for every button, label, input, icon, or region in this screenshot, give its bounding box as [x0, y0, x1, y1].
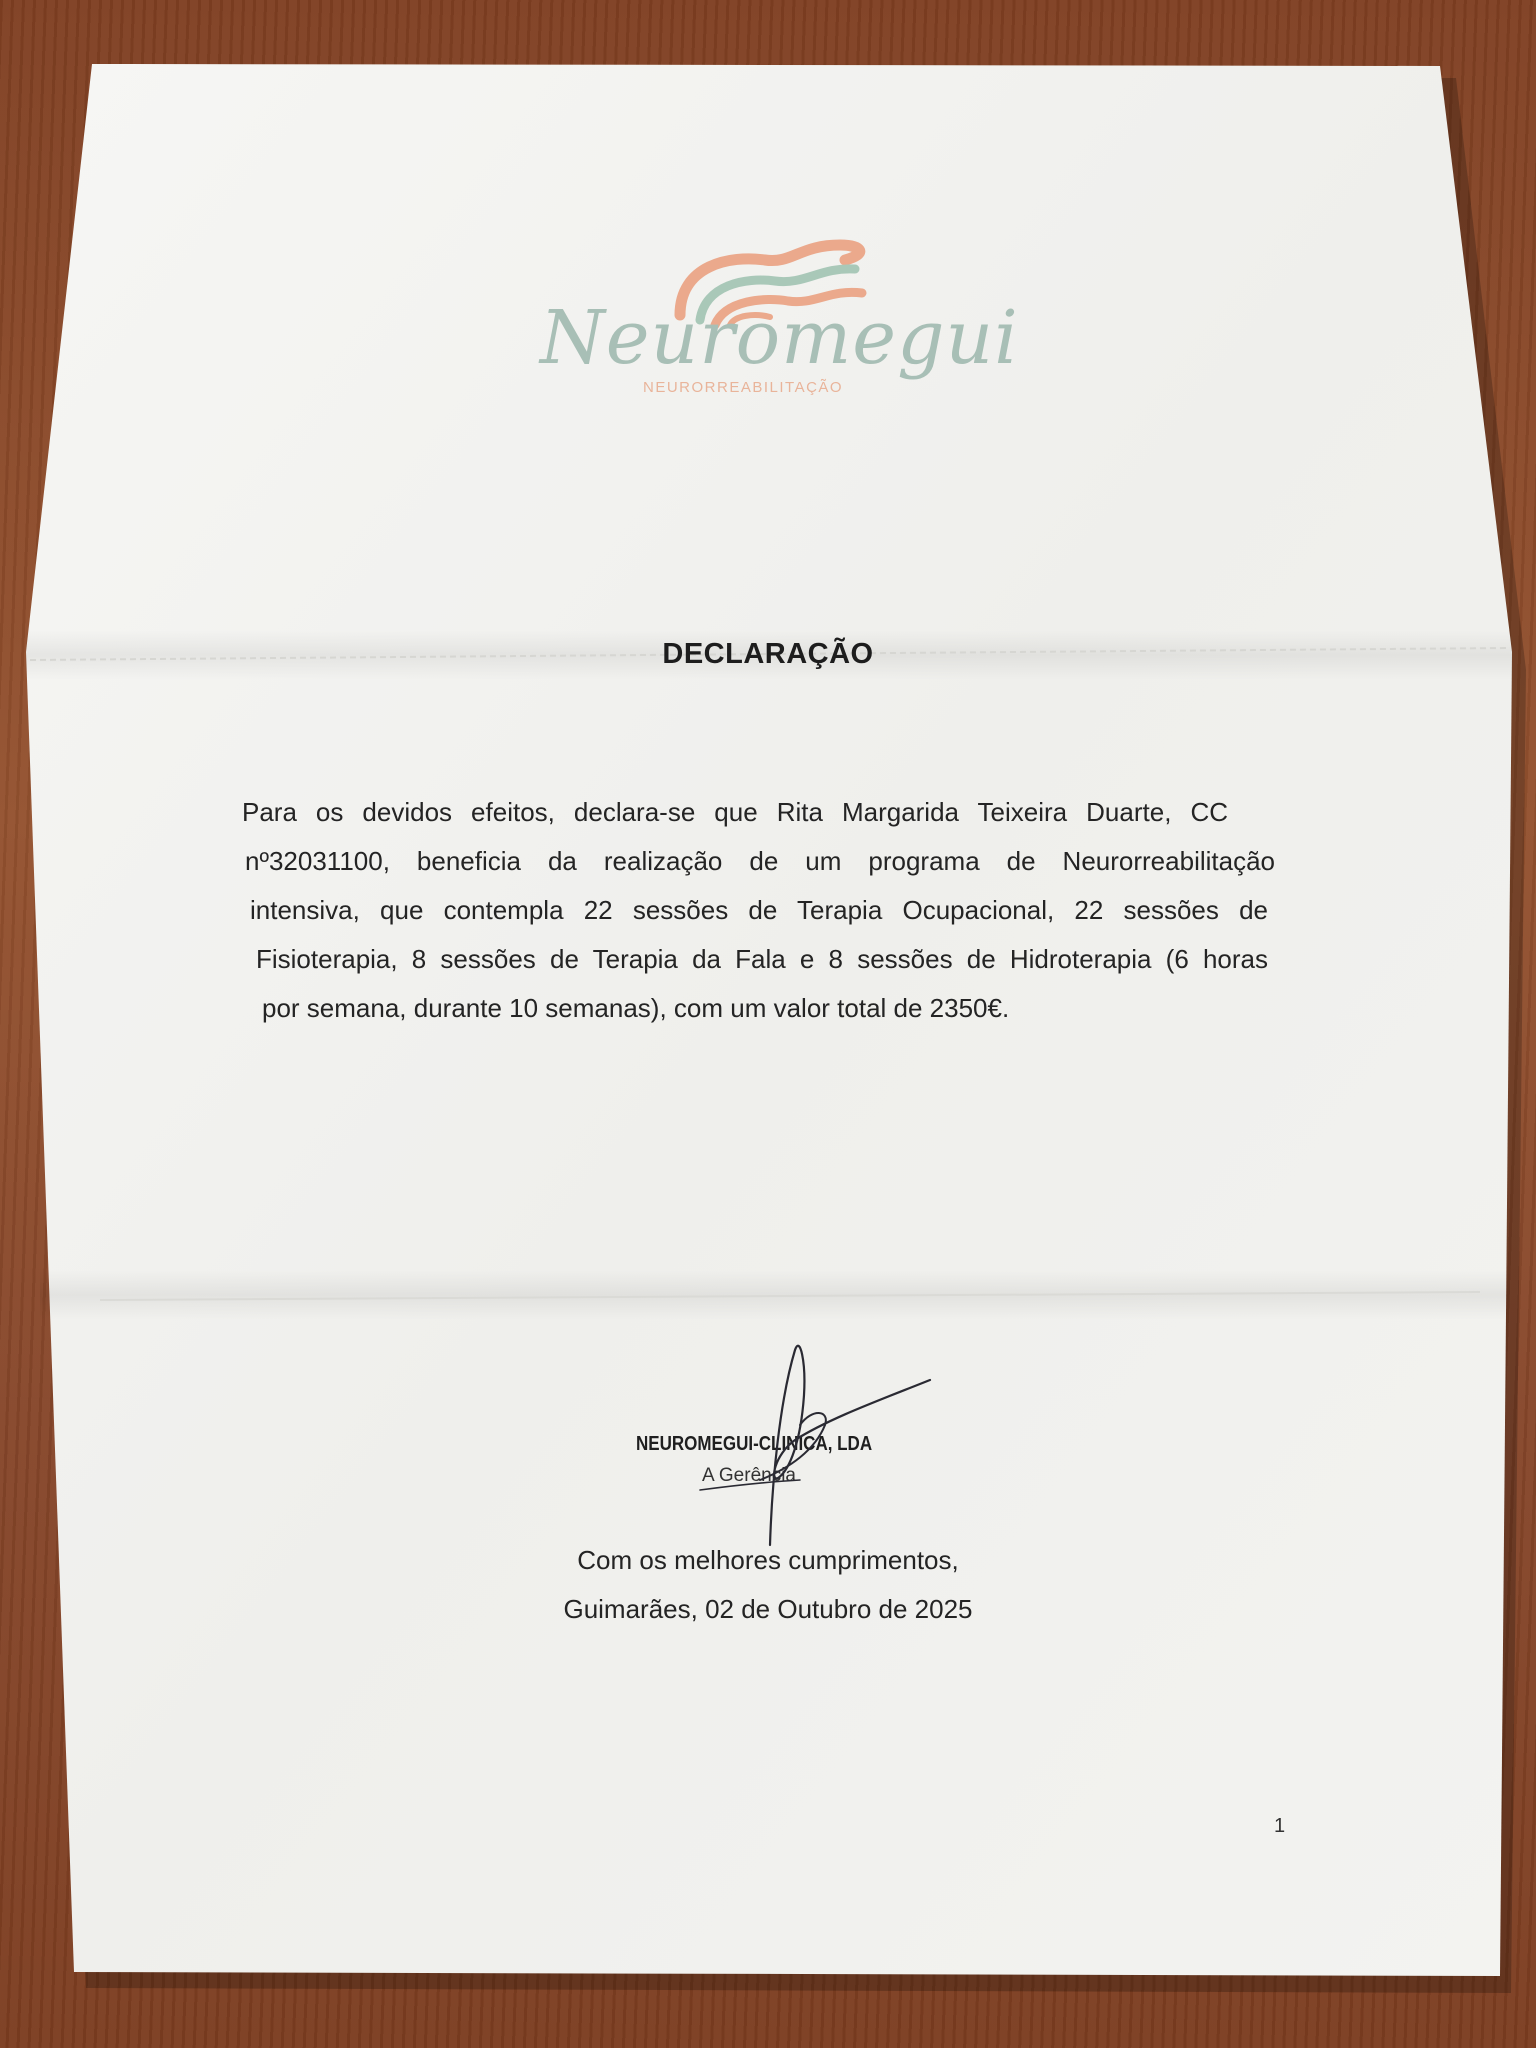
company-stamp: NEUROMEGUI-CLINICA, LDA	[636, 1433, 873, 1455]
closing-salutation: Com os melhores cumprimentos,	[577, 1545, 959, 1575]
paragraph-line: Para os devidos efeitos, declara-se que Rita Margarida Teixeira Duarte, CC	[242, 797, 1228, 827]
document-title: DECLARAÇÃO	[662, 638, 874, 670]
page-number: 1	[1274, 1815, 1286, 1837]
paragraph-line: intensiva, que contempla 22 sessões de Terapia Ocupacional, 22 sessões de	[250, 895, 1268, 925]
paragraph-line: por semana, durante 10 semanas), com um valor total de 2350€.	[262, 993, 1010, 1023]
logo-wordmark: Neuromegui	[540, 295, 1019, 381]
paragraph-line: Fisioterapia, 8 sessões de Terapia da Fala e 8 sessões de Hidroterapia (6 horas	[256, 944, 1268, 974]
clinic-logo	[530, 225, 1019, 415]
place-and-date: Guimarães, 02 de Outubro de 2025	[563, 1594, 973, 1624]
paragraph-line: nº32031100, beneficia da realização de um programa de Neurorreabilitação	[245, 846, 1275, 876]
logo-tagline: NEURORREABILITAÇÃO	[643, 379, 844, 396]
stamp-role: A Gerência	[702, 1465, 796, 1486]
